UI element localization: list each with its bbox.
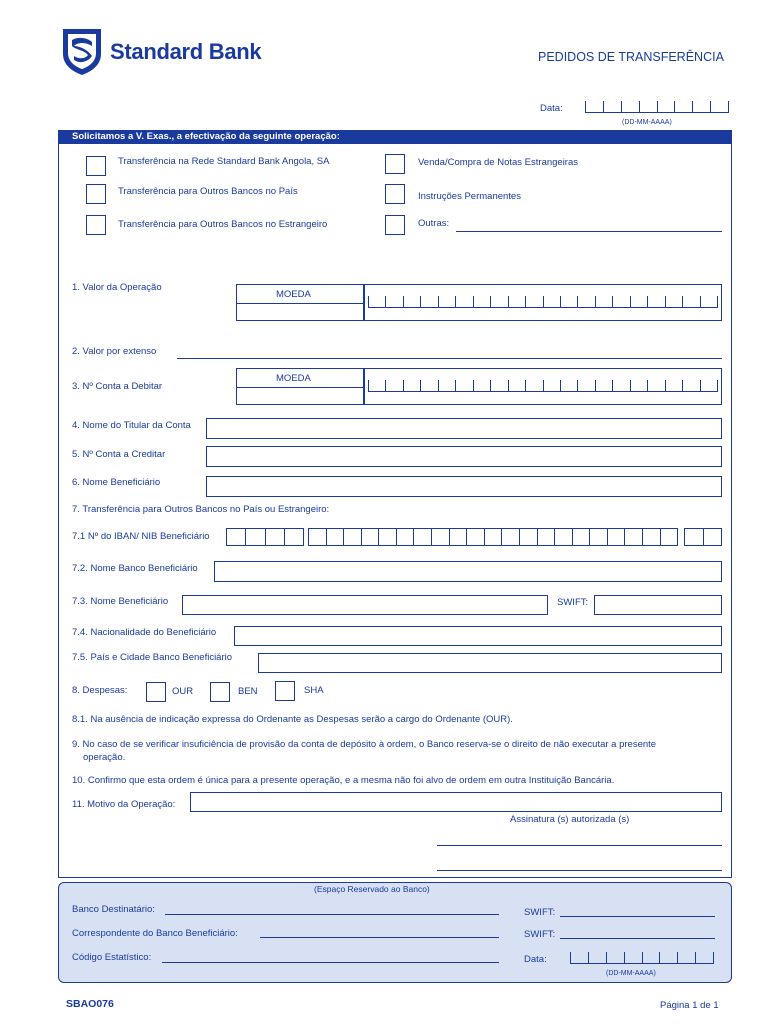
banco-beneficiario-field[interactable] [214,561,722,582]
pais-cidade-field[interactable] [258,653,722,673]
nome-titular-field[interactable] [206,418,722,439]
assinatura-line-2[interactable] [437,870,722,871]
swift-reserved-1-line[interactable] [560,916,715,917]
shield-logo-icon [60,26,104,76]
checkbox-our[interactable] [146,682,166,702]
label-sha: SHA [304,685,324,696]
label-our: OUR [172,686,194,697]
nome-beneficiario-field[interactable] [206,476,722,497]
swift-reserved-2-line[interactable] [560,938,715,939]
checkbox-venda-compra[interactable] [385,154,405,174]
checkbox-instrucoes[interactable] [385,184,405,204]
label-outras: Outras: [418,218,450,229]
label-ben: BEN [238,686,258,697]
label-iban: 7.1 Nº do IBAN/ NIB Beneficiário [72,531,210,542]
label-data-reserved: Data: [524,954,547,965]
label-conta-debitar: 3. Nº Conta a Debitar [72,381,163,392]
label-assinatura: Assinatura (s) autorizada (s) [510,814,630,825]
label-valor-operacao: 1. Valor da Operação [72,282,162,293]
label-outros-bancos-pais: Transferência para Outros Bancos no País [118,186,298,197]
label-banco-beneficiario: 7.2. Nome Banco Beneficiário [72,563,198,574]
label-outros-bancos-estrangeiro: Transferência para Outros Bancos no Estrangeiro [118,219,328,230]
nota-10: 10. Confirmo que esta ordem é única para a presente operação, e a mesma não foi alvo de ordem em outra Instituição Bancária. [72,775,615,786]
header-date-label: Data: [540,103,563,114]
codigo-estatistico-line[interactable] [162,962,499,963]
motivo-field[interactable] [190,792,722,812]
conta-debitar-ticks [368,380,718,392]
label-pais-cidade: 7.5. País e Cidade Banco Beneficiário [72,652,233,663]
iban-cells-3[interactable] [684,528,722,546]
brand-name: Standard Bank [110,39,262,64]
label-swift-73: SWIFT: [557,597,589,608]
label-valor-extenso: 2. Valor por extenso [72,346,157,357]
label-transf-outros: 7. Transferência para Outros Bancos no País ou Estrangeiro: [72,504,330,515]
section-heading: Solicitamos a V. Exas., a efectivação da seguinte operação: [72,131,340,142]
label-instrucoes: Instruções Permanentes [418,191,521,202]
label-rede-standard: Transferência na Rede Standard Bank Angola, SA [118,156,330,167]
label-swift-reserved-1: SWIFT: [524,907,556,918]
page-number: Página 1 de 1 [660,1000,719,1011]
label-venda-compra: Venda/Compra de Notas Estrangeiras [418,157,579,168]
label-motivo: 11. Motivo da Operação: [72,799,176,810]
label-nacionalidade: 7.4. Nacionalidade do Beneficiário [72,627,217,638]
bank-logo [60,26,104,76]
label-banco-destinatario: Banco Destinatário: [72,904,155,915]
outras-line[interactable] [456,231,722,232]
assinatura-line-1[interactable] [437,845,722,846]
moeda-label-2: MOEDA [276,373,311,384]
nota-9-b: operação. [83,752,126,763]
label-nome-beneficiario: 6. Nome Beneficiário [72,477,161,488]
correspondente-line[interactable] [260,937,499,938]
checkbox-outros-bancos-estrangeiro[interactable] [86,215,106,235]
checkbox-outras[interactable] [385,215,405,235]
checkbox-rede-standard[interactable] [86,156,106,176]
label-despesas: 8. Despesas: [72,685,128,696]
swift-73-field[interactable] [594,595,722,615]
iban-cells-2[interactable] [308,528,678,546]
banco-destinatario-line[interactable] [165,914,499,915]
conta-creditar-field[interactable] [206,446,722,467]
valor-operacao-ticks [368,296,718,308]
moeda-label-1: MOEDA [276,289,311,300]
form-code: SBAO076 [66,998,114,1010]
nota-81: 8.1. Na ausência de indicação expressa do Ordenante as Despesas serão a cargo do Ordenante (OUR). [72,714,513,725]
checkbox-outros-bancos-pais[interactable] [86,184,106,204]
label-nome-titular: 4. Nome do Titular da Conta [72,420,191,431]
header-date-field[interactable] [585,101,729,113]
reserved-heading: (Espaço Reservado ao Banco) [314,884,430,894]
label-conta-creditar: 5. Nº Conta a Creditar [72,449,166,460]
nota-9-a: 9. No caso de se verificar insuficiência de provisão da conta de depósito à ordem, o Banco reserva-se o direito de não executar a presente [72,739,657,750]
reserved-date-field[interactable] [570,952,714,964]
header-date-format: (DD-MM-AAAA) [622,119,672,126]
valor-extenso-line[interactable] [177,358,722,359]
label-nome-beneficiario-73: 7.3. Nome Beneficiário [72,596,169,607]
label-correspondente: Correspondente do Banco Beneficiário: [72,928,238,939]
nome-beneficiario-73-field[interactable] [182,595,548,615]
nacionalidade-field[interactable] [234,626,722,646]
checkbox-ben[interactable] [210,682,230,702]
page-title: PEDIDOS DE TRANSFERÊNCIA [538,50,724,64]
iban-cells-1[interactable] [226,528,304,546]
label-codigo-estatistico: Código Estatístico: [72,952,152,963]
checkbox-sha[interactable] [275,681,295,701]
reserved-date-format: (DD-MM-AAAA) [606,970,656,977]
label-swift-reserved-2: SWIFT: [524,929,556,940]
